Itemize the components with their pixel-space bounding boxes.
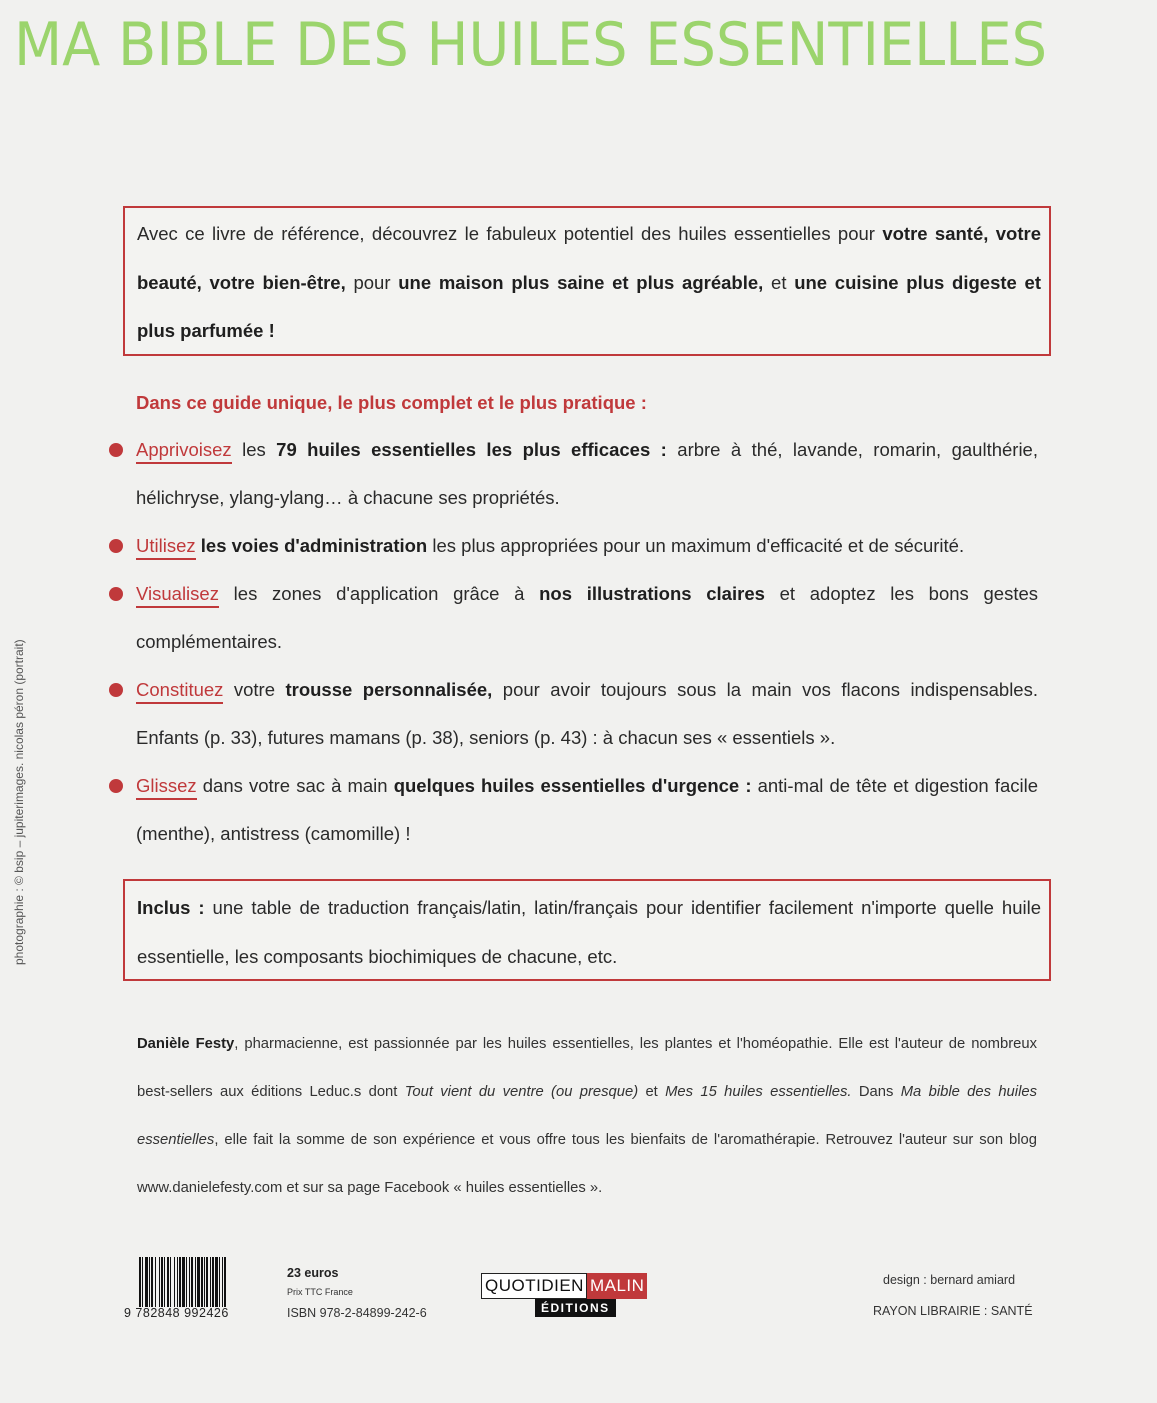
isbn: ISBN 978-2-84899-242-6 xyxy=(287,1306,427,1320)
inclus-paragraph: Inclus : une table de traduction français/latin, latin/français pour identifier facilement n'importe quelle huile essentielle, les composants biochimiques de chacune, etc. xyxy=(137,897,1042,967)
logo-editions: ÉDITIONS xyxy=(535,1299,616,1317)
bullet-item: Constituez votre trousse personnalisée, pour avoir toujours sous la main vos flacons indispensables. Enfants (p. 33), futures mamans (p. 38), seniors (p. 43) : à chacun ses « essentiels ». xyxy=(136,666,1038,762)
guide-heading: Dans ce guide unique, le plus complet et le plus pratique : xyxy=(136,392,647,413)
barcode-digits: 9 782848 992426 xyxy=(124,1306,229,1320)
price: 23 euros xyxy=(287,1266,339,1280)
bullet-dot-icon xyxy=(109,779,123,793)
book-title: MA BIBLE DES HUILES ESSENTIELLES xyxy=(14,10,1048,80)
rayon-librairie: RAYON LIBRAIRIE : SANTÉ xyxy=(873,1304,1033,1318)
photo-credit: photographie : © bsip – jupiterimages. nicolas péron (portrait) xyxy=(12,639,26,965)
bullet-dot-icon xyxy=(109,683,123,697)
bullet-dot-icon xyxy=(109,587,123,601)
price-note: Prix TTC France xyxy=(287,1287,353,1297)
design-credit: design : bernard amiard xyxy=(883,1273,1016,1287)
inclus-box xyxy=(123,879,1051,981)
bullet-item: Glissez dans votre sac à main quelques huiles essentielles d'urgence : anti-mal de tête et digestion facile (menthe), antistress (camomille) ! xyxy=(136,762,1038,858)
bullet-dot-icon xyxy=(109,539,123,553)
author-bio: Danièle Festy, pharmacienne, est passionnée par les huiles essentielles, les plantes et l'homéopathie. Elle est l'auteur de nombreux best-sellers aux éditions Leduc.s dont Tout vient du ventre (ou presque) et Mes 15 huiles essentielles. Dans Ma bible des huiles essentielles, elle fait la somme de son expérience et vous offre tous les bienfaits de l'aromathérapie. Retrouvez l'auteur sur son blog www.danielefesty.com et sur sa page Facebook « huiles essentielles ». xyxy=(137,1036,1037,1196)
bullet-item: Apprivoisez les 79 huiles essentielles les plus efficaces : arbre à thé, lavande, romarin, gaulthérie, hélichryse, ylang-ylang… à chacune ses propriétés. xyxy=(136,426,1038,522)
barcode-icon xyxy=(139,1257,267,1307)
intro-box xyxy=(123,206,1051,356)
bullet-dot-icon xyxy=(109,443,123,457)
bullet-item: Utilisez les voies d'administration les plus appropriées pour un maximum d'efficacité et de sécurité. xyxy=(136,522,1038,570)
intro-paragraph: Avec ce livre de référence, découvrez le fabuleux potentiel des huiles essentielles pour votre santé, votre beauté, votre bien-être, pour une maison plus saine et plus agréable, et une cuisine plus digeste et plus parfumée ! xyxy=(137,223,1041,341)
logo-malin: MALIN xyxy=(587,1273,647,1299)
publisher-logo xyxy=(481,1273,685,1321)
barcode-stripe xyxy=(224,1257,226,1307)
bullet-item: Visualisez les zones d'application grâce à nos illustrations claires et adoptez les bons gestes complémentaires. xyxy=(136,570,1038,666)
logo-quotidien: QUOTIDIEN xyxy=(481,1273,587,1299)
